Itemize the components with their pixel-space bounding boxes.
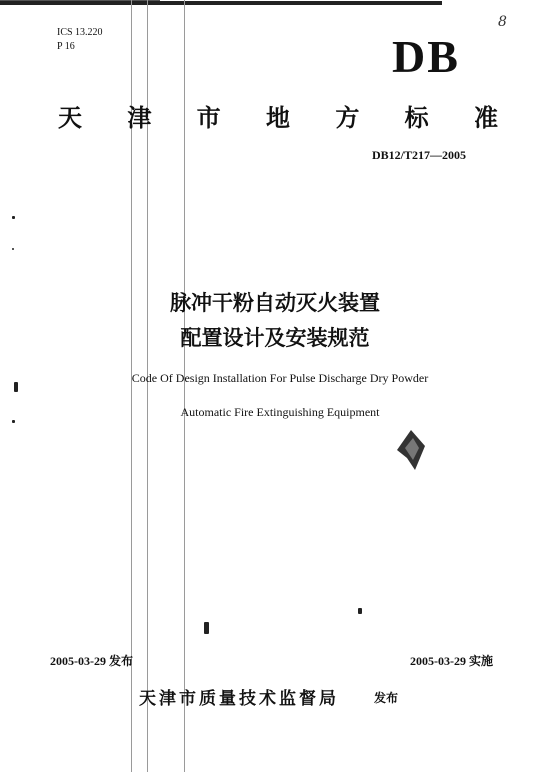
title-en-line2: Automatic Fire Extinguishing Equipment — [180, 405, 380, 419]
implement-date: 2005-03-29 实施 — [410, 654, 493, 668]
issue-date: 2005-03-29 发布 — [50, 654, 133, 668]
scan-speck — [12, 248, 14, 250]
title-cn-line1: 脉冲干粉自动灭火装置 — [170, 291, 380, 315]
standard-type-char: 地 — [265, 104, 290, 132]
standard-type-char: 津 — [127, 104, 152, 132]
title-en-line1: Code Of Design Installation For Pulse Discharge Dry Powder — [131, 371, 429, 385]
standard-type-char: 标 — [404, 104, 429, 132]
standard-number: DB12/T217—2005 — [372, 148, 467, 162]
standard-type-char: 天 — [58, 104, 82, 132]
scan-speck — [12, 420, 15, 423]
scan-speck — [358, 608, 362, 614]
bottom-divider — [0, 3, 442, 5]
scan-blot — [395, 428, 427, 472]
db-logo: DB — [392, 31, 460, 82]
page-number: 8 — [498, 14, 507, 30]
standard-type-char: 市 — [196, 104, 221, 132]
scan-speck — [14, 382, 18, 392]
scan-speck — [204, 622, 209, 634]
p-code: P 16 — [57, 41, 75, 52]
scan-speck — [12, 216, 15, 219]
publisher-name: 天津市质量技术监督局 — [139, 689, 339, 709]
title-cn-line2: 配置设计及安装规范 — [180, 326, 370, 350]
standard-type-char: 准 — [473, 104, 498, 132]
ics-code: ICS 13.220 — [57, 27, 103, 38]
publish-label: 发布 — [374, 691, 399, 705]
standard-type-heading — [58, 98, 498, 133]
standard-type-char: 方 — [335, 104, 360, 132]
